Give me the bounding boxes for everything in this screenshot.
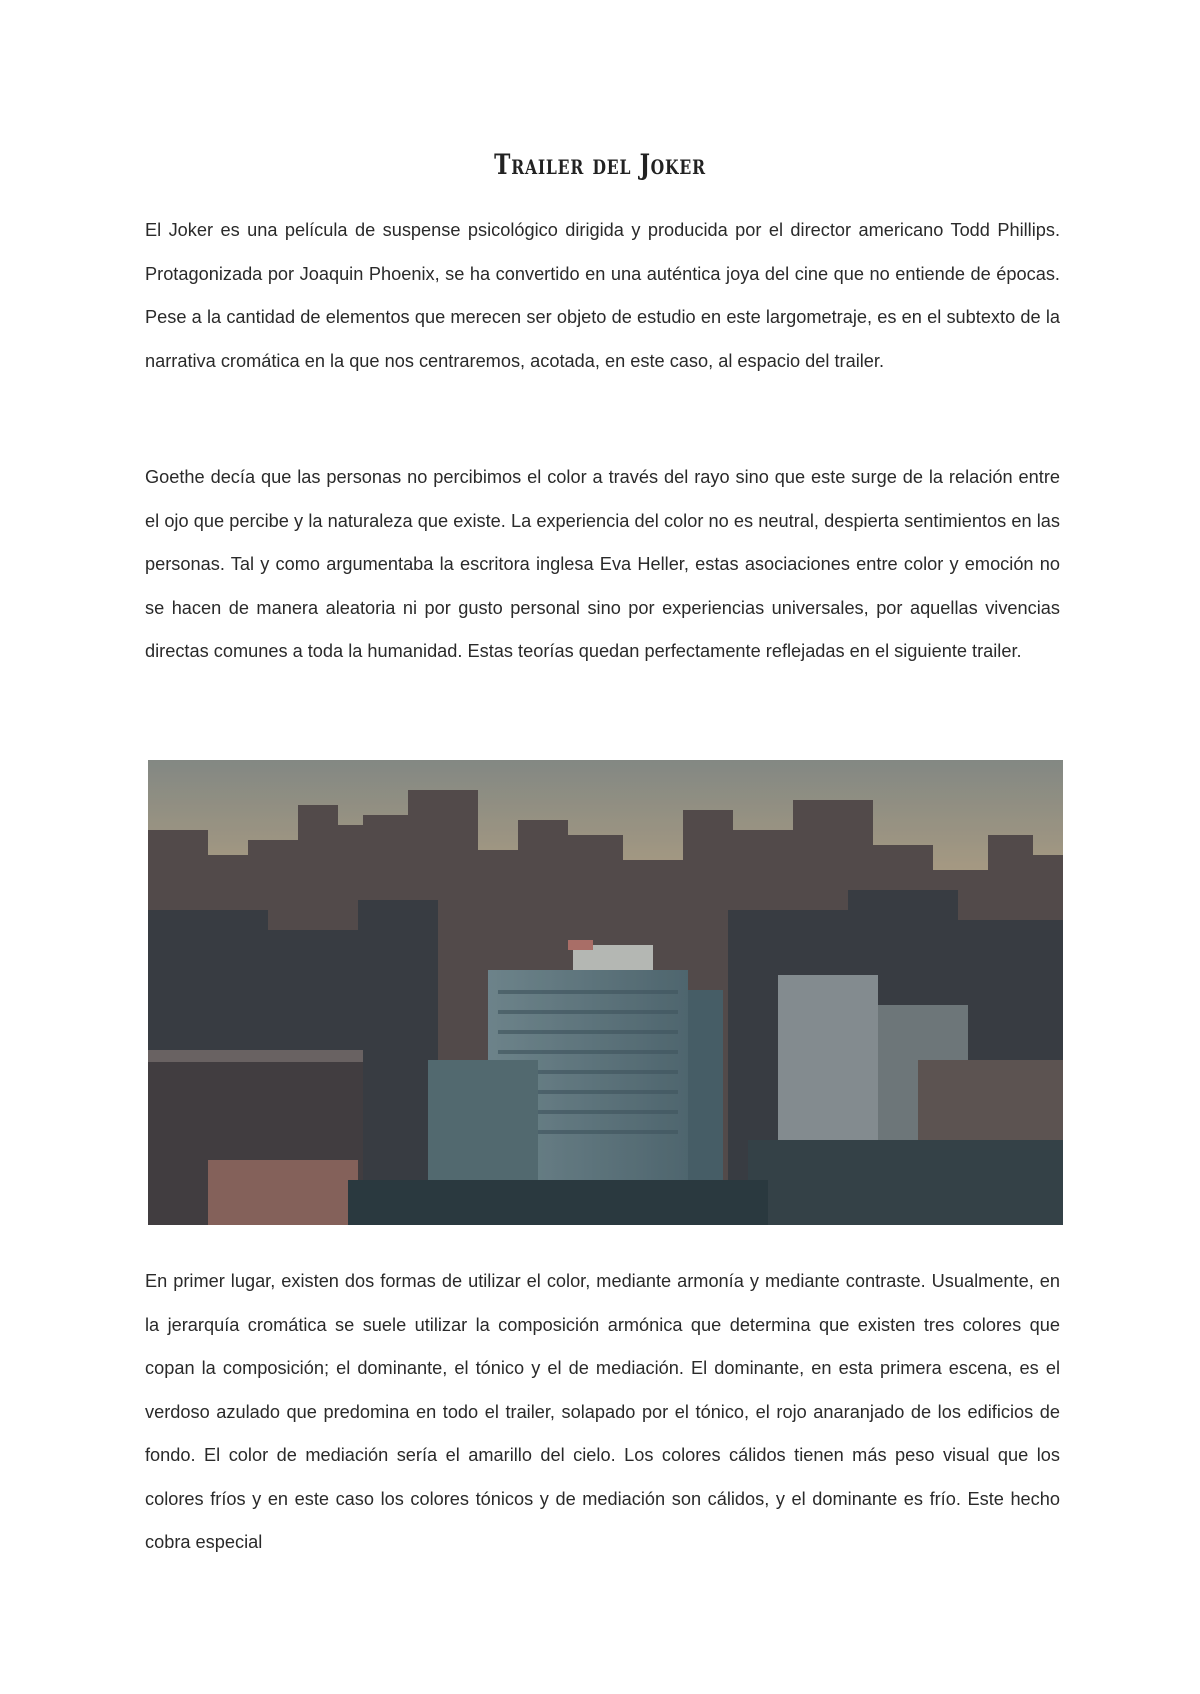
document-title: Trailer del Joker [494, 148, 706, 181]
paragraph-goethe: Goethe decía que las personas no percibimos el color a través del rayo sino que este surge de la relación entre el ojo que percibe y la naturaleza que existe. La experiencia del color no es neutral, despierta sentimientos en las personas. Tal y como argumentaba la escritora inglesa Eva Heller, estas asociaciones entre color y emoción no se hacen de manera aleatoria ni por gusto personal sino por experiencias universales, por aquellas vivencias directas comunes a toda la humanidad. Estas teorías quedan perfectamente reflejadas en el siguiente trailer. [145, 467, 1060, 661]
atmosphere-tint [148, 760, 1063, 1225]
paragraph-color-hierarchy: En primer lugar, existen dos formas de utilizar el color, mediante armonía y mediante contraste. Usualmente, en la jerarquía cromática se suele utilizar la composición armónica que determina que existen tres colores que copan la composición; el dominante, el tónico y el de mediación. El dominante, en esta primera escena, es el verdoso azulado que predomina en todo el trailer, solapado por el tónico, el rojo anaranjado de los edificios de fondo. El color de mediación sería el amarillo del cielo. Los colores cálidos tienen más peso visual que los colores fríos y en este caso los colores tónicos y de mediación son cálidos, y el dominante es frío. Este hecho cobra especial [145, 1271, 1060, 1552]
city-skyline-photo [148, 760, 1063, 1225]
paragraph-intro: El Joker es una película de suspense psicológico dirigida y producida por el director americano Todd Phillips. Protagonizada por Joaquin Phoenix, se ha convertido en una auténtica joya del cine que no entiende de épocas. Pese a la cantidad de elementos que merecen ser objeto de estudio en este largometraje, es en el subtexto de la narrativa cromática en la que nos centraremos, acotada, en este caso, al espacio del trailer. [145, 220, 1060, 371]
